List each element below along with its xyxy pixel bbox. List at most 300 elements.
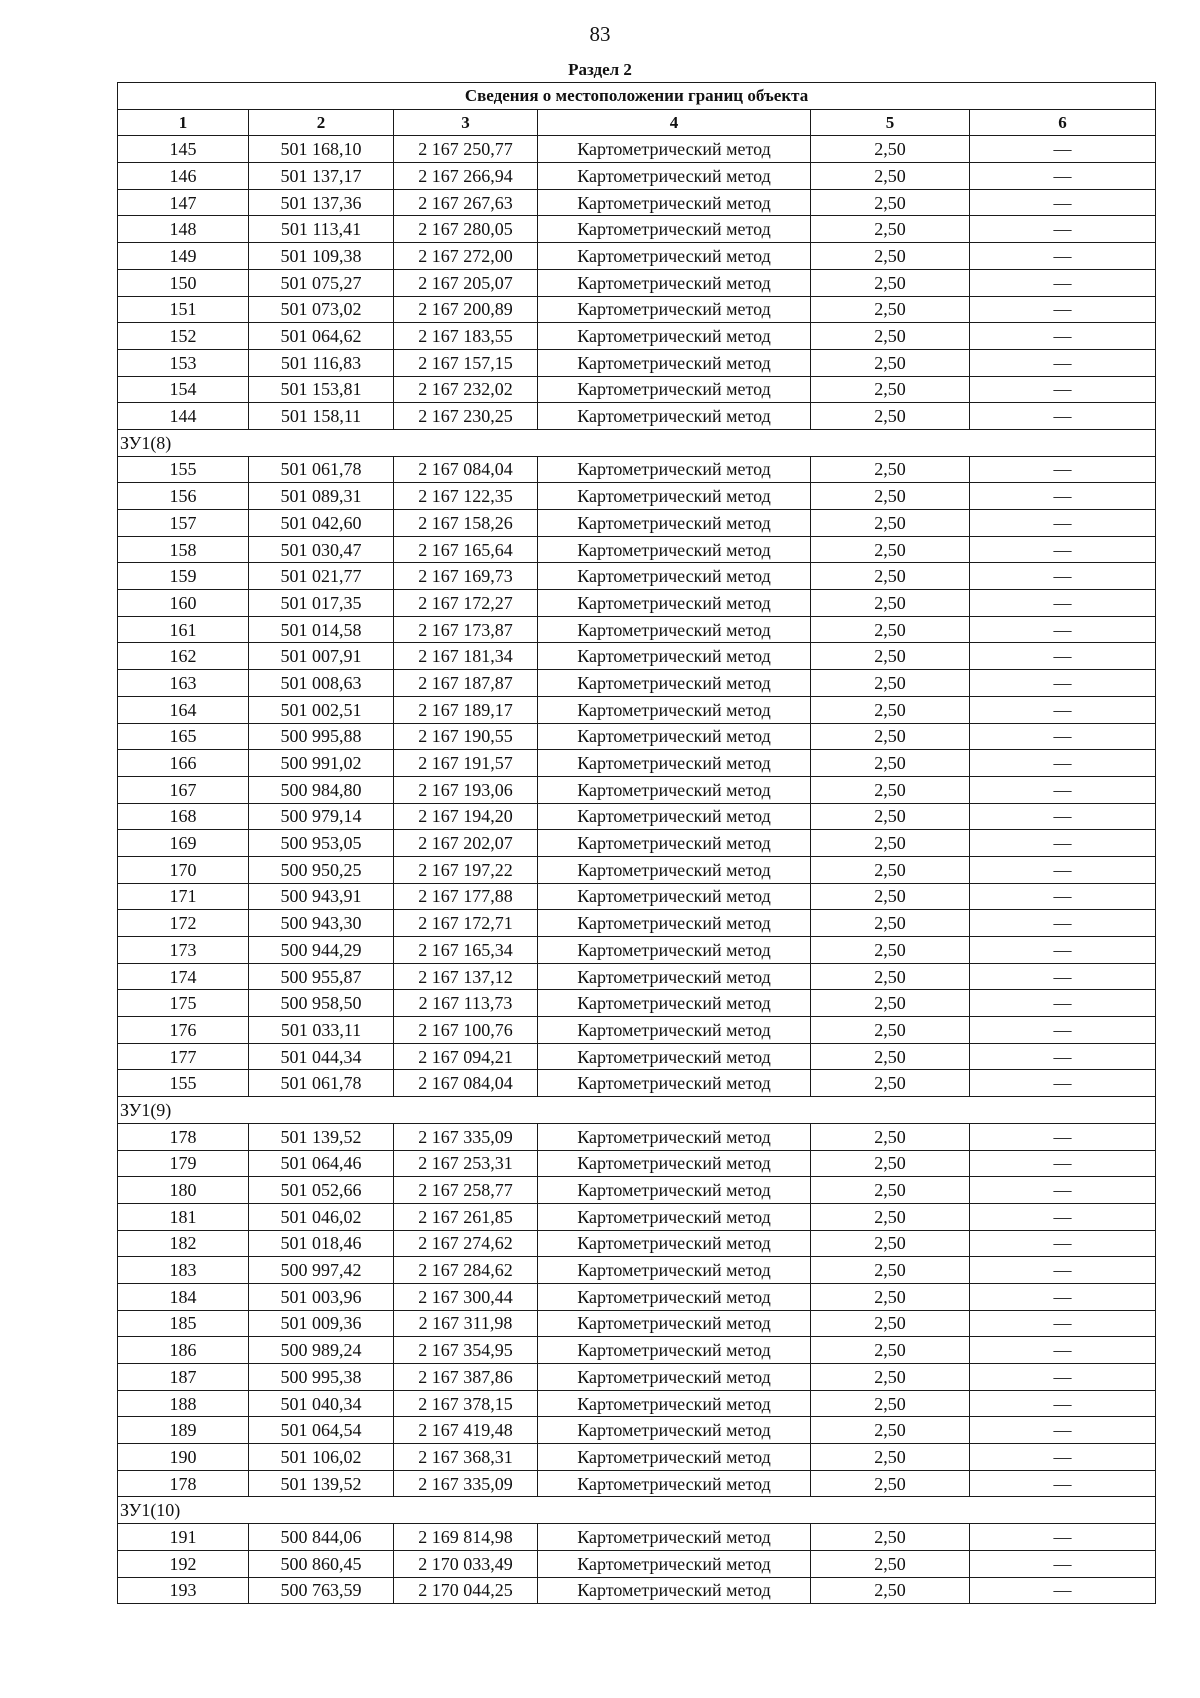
method-cell: Картометрический метод — [538, 510, 811, 537]
x-coordinate-cell: 501 003,96 — [249, 1283, 394, 1310]
accuracy-cell: 2,50 — [811, 670, 970, 697]
accuracy-cell: 2,50 — [811, 1337, 970, 1364]
page-number: 83 — [589, 22, 611, 46]
description-cell: — — [970, 883, 1156, 910]
y-coordinate-cell: 2 167 284,62 — [394, 1257, 538, 1284]
method-cell: Картометрический метод — [538, 670, 811, 697]
method-cell: Картометрический метод — [538, 643, 811, 670]
description-cell: — — [970, 1257, 1156, 1284]
table-row — [118, 243, 1156, 270]
y-coordinate-cell: 2 170 033,49 — [394, 1550, 538, 1577]
point-number-cell: 152 — [118, 323, 249, 350]
method-cell: Картометрический метод — [538, 136, 811, 163]
accuracy-cell: 2,50 — [811, 216, 970, 243]
method-cell: Картометрический метод — [538, 590, 811, 617]
description-cell: — — [970, 1123, 1156, 1150]
x-coordinate-cell: 500 955,87 — [249, 963, 394, 990]
y-coordinate-cell: 2 167 258,77 — [394, 1177, 538, 1204]
table-row — [118, 1310, 1156, 1337]
point-number-cell: 154 — [118, 376, 249, 403]
table-row — [118, 323, 1156, 350]
y-coordinate-cell: 2 167 137,12 — [394, 963, 538, 990]
table-row — [118, 963, 1156, 990]
accuracy-cell: 2,50 — [811, 1177, 970, 1204]
point-number-cell: 153 — [118, 349, 249, 376]
point-number-cell: 145 — [118, 136, 249, 163]
table-row — [118, 1123, 1156, 1150]
table-row — [118, 510, 1156, 537]
accuracy-cell: 2,50 — [811, 590, 970, 617]
y-coordinate-cell: 2 167 172,71 — [394, 910, 538, 937]
description-cell: — — [970, 483, 1156, 510]
point-number-cell: 150 — [118, 269, 249, 296]
x-coordinate-cell: 500 997,42 — [249, 1257, 394, 1284]
accuracy-cell: 2,50 — [811, 1390, 970, 1417]
description-cell: — — [970, 856, 1156, 883]
table-row — [118, 1150, 1156, 1177]
method-cell: Картометрический метод — [538, 803, 811, 830]
x-coordinate-cell: 501 061,78 — [249, 1070, 394, 1097]
y-coordinate-cell: 2 167 194,20 — [394, 803, 538, 830]
description-cell: — — [970, 349, 1156, 376]
point-number-cell: 191 — [118, 1524, 249, 1551]
y-coordinate-cell: 2 167 084,04 — [394, 1070, 538, 1097]
point-number-cell: 181 — [118, 1203, 249, 1230]
table-head — [118, 83, 1156, 136]
group-row — [118, 1097, 1156, 1124]
table-row — [118, 670, 1156, 697]
description-cell: — — [970, 616, 1156, 643]
point-number-cell: 179 — [118, 1150, 249, 1177]
y-coordinate-cell: 2 167 181,34 — [394, 643, 538, 670]
table-row — [118, 1470, 1156, 1497]
x-coordinate-cell: 501 009,36 — [249, 1310, 394, 1337]
x-coordinate-cell: 501 033,11 — [249, 1017, 394, 1044]
x-coordinate-cell: 501 109,38 — [249, 243, 394, 270]
accuracy-cell: 2,50 — [811, 563, 970, 590]
method-cell: Картометрический метод — [538, 483, 811, 510]
table-row — [118, 856, 1156, 883]
y-coordinate-cell: 2 167 274,62 — [394, 1230, 538, 1257]
accuracy-cell: 2,50 — [811, 856, 970, 883]
method-cell: Картометрический метод — [538, 776, 811, 803]
table-row — [118, 1177, 1156, 1204]
accuracy-cell: 2,50 — [811, 136, 970, 163]
y-coordinate-cell: 2 167 266,94 — [394, 163, 538, 190]
description-cell: — — [970, 456, 1156, 483]
accuracy-cell: 2,50 — [811, 990, 970, 1017]
method-cell: Картометрический метод — [538, 1017, 811, 1044]
y-coordinate-cell: 2 167 300,44 — [394, 1283, 538, 1310]
point-number-cell: 168 — [118, 803, 249, 830]
accuracy-cell: 2,50 — [811, 830, 970, 857]
point-number-cell: 165 — [118, 723, 249, 750]
accuracy-cell: 2,50 — [811, 269, 970, 296]
y-coordinate-cell: 2 167 200,89 — [394, 296, 538, 323]
y-coordinate-cell: 2 167 189,17 — [394, 696, 538, 723]
y-coordinate-cell: 2 167 172,27 — [394, 590, 538, 617]
description-cell: — — [970, 723, 1156, 750]
accuracy-cell: 2,50 — [811, 323, 970, 350]
table-row — [118, 1364, 1156, 1391]
column-header: 2 — [249, 109, 394, 136]
point-number-cell: 173 — [118, 937, 249, 964]
section-title: Раздел 2 — [568, 60, 632, 79]
accuracy-cell: 2,50 — [811, 723, 970, 750]
y-coordinate-cell: 2 167 158,26 — [394, 510, 538, 537]
accuracy-cell: 2,50 — [811, 1470, 970, 1497]
method-cell: Картометрический метод — [538, 1230, 811, 1257]
description-cell: — — [970, 937, 1156, 964]
table-row — [118, 1390, 1156, 1417]
group-label: ЗУ1(8) — [118, 429, 1156, 456]
description-cell: — — [970, 776, 1156, 803]
x-coordinate-cell: 500 944,29 — [249, 937, 394, 964]
y-coordinate-cell: 2 167 280,05 — [394, 216, 538, 243]
description-cell: — — [970, 750, 1156, 777]
y-coordinate-cell: 2 167 122,35 — [394, 483, 538, 510]
x-coordinate-cell: 500 979,14 — [249, 803, 394, 830]
description-cell: — — [970, 563, 1156, 590]
method-cell: Картометрический метод — [538, 376, 811, 403]
accuracy-cell: 2,50 — [811, 696, 970, 723]
table-row — [118, 1070, 1156, 1097]
description-cell: — — [970, 1203, 1156, 1230]
accuracy-cell: 2,50 — [811, 376, 970, 403]
accuracy-cell: 2,50 — [811, 163, 970, 190]
method-cell: Картометрический метод — [538, 830, 811, 857]
table-row — [118, 376, 1156, 403]
method-cell: Картометрический метод — [538, 937, 811, 964]
table-row — [118, 163, 1156, 190]
description-cell: — — [970, 1070, 1156, 1097]
x-coordinate-cell: 501 007,91 — [249, 643, 394, 670]
x-coordinate-cell: 501 002,51 — [249, 696, 394, 723]
point-number-cell: 193 — [118, 1577, 249, 1604]
method-cell: Картометрический метод — [538, 1203, 811, 1230]
point-number-cell: 162 — [118, 643, 249, 670]
method-cell: Картометрический метод — [538, 856, 811, 883]
group-label: ЗУ1(10) — [118, 1497, 1156, 1524]
method-cell: Картометрический метод — [538, 349, 811, 376]
y-coordinate-cell: 2 167 335,09 — [394, 1123, 538, 1150]
group-row — [118, 429, 1156, 456]
point-number-cell: 183 — [118, 1257, 249, 1284]
method-cell: Картометрический метод — [538, 963, 811, 990]
table-row — [118, 883, 1156, 910]
method-cell: Картометрический метод — [538, 1177, 811, 1204]
y-coordinate-cell: 2 167 113,73 — [394, 990, 538, 1017]
y-coordinate-cell: 2 167 232,02 — [394, 376, 538, 403]
accuracy-cell: 2,50 — [811, 776, 970, 803]
y-coordinate-cell: 2 167 261,85 — [394, 1203, 538, 1230]
table-row — [118, 830, 1156, 857]
y-coordinate-cell: 2 167 177,88 — [394, 883, 538, 910]
description-cell: — — [970, 1390, 1156, 1417]
x-coordinate-cell: 500 995,88 — [249, 723, 394, 750]
accuracy-cell: 2,50 — [811, 536, 970, 563]
method-cell: Картометрический метод — [538, 243, 811, 270]
description-cell: — — [970, 990, 1156, 1017]
method-cell: Картометрический метод — [538, 1070, 811, 1097]
table-row — [118, 536, 1156, 563]
point-number-cell: 155 — [118, 456, 249, 483]
column-header: 4 — [538, 109, 811, 136]
y-coordinate-cell: 2 167 272,00 — [394, 243, 538, 270]
x-coordinate-cell: 500 958,50 — [249, 990, 394, 1017]
table-row — [118, 910, 1156, 937]
method-cell: Картометрический метод — [538, 616, 811, 643]
method-cell: Картометрический метод — [538, 1150, 811, 1177]
table-row — [118, 1283, 1156, 1310]
y-coordinate-cell: 2 167 197,22 — [394, 856, 538, 883]
y-coordinate-cell: 2 167 335,09 — [394, 1470, 538, 1497]
point-number-cell: 164 — [118, 696, 249, 723]
table-row — [118, 136, 1156, 163]
description-cell: — — [970, 1337, 1156, 1364]
boundary-table — [117, 82, 1156, 1604]
method-cell: Картометрический метод — [538, 216, 811, 243]
table-row — [118, 696, 1156, 723]
x-coordinate-cell: 501 040,34 — [249, 1390, 394, 1417]
accuracy-cell: 2,50 — [811, 883, 970, 910]
x-coordinate-cell: 501 008,63 — [249, 670, 394, 697]
accuracy-cell: 2,50 — [811, 1043, 970, 1070]
point-number-cell: 187 — [118, 1364, 249, 1391]
accuracy-cell: 2,50 — [811, 483, 970, 510]
point-number-cell: 161 — [118, 616, 249, 643]
y-coordinate-cell: 2 167 094,21 — [394, 1043, 538, 1070]
table-caption-row — [118, 83, 1156, 110]
x-coordinate-cell: 501 168,10 — [249, 136, 394, 163]
accuracy-cell: 2,50 — [811, 1524, 970, 1551]
accuracy-cell: 2,50 — [811, 1444, 970, 1471]
x-coordinate-cell: 500 943,91 — [249, 883, 394, 910]
accuracy-cell: 2,50 — [811, 1150, 970, 1177]
accuracy-cell: 2,50 — [811, 616, 970, 643]
method-cell: Картометрический метод — [538, 1337, 811, 1364]
point-number-cell: 190 — [118, 1444, 249, 1471]
accuracy-cell: 2,50 — [811, 296, 970, 323]
description-cell: — — [970, 963, 1156, 990]
y-coordinate-cell: 2 170 044,25 — [394, 1577, 538, 1604]
description-cell: — — [970, 216, 1156, 243]
method-cell: Картометрический метод — [538, 269, 811, 296]
method-cell: Картометрический метод — [538, 1417, 811, 1444]
description-cell: — — [970, 376, 1156, 403]
description-cell: — — [970, 1364, 1156, 1391]
y-coordinate-cell: 2 167 084,04 — [394, 456, 538, 483]
description-cell: — — [970, 1283, 1156, 1310]
method-cell: Картометрический метод — [538, 696, 811, 723]
method-cell: Картометрический метод — [538, 1364, 811, 1391]
x-coordinate-cell: 501 052,66 — [249, 1177, 394, 1204]
point-number-cell: 178 — [118, 1123, 249, 1150]
table-row — [118, 189, 1156, 216]
x-coordinate-cell: 500 984,80 — [249, 776, 394, 803]
accuracy-cell: 2,50 — [811, 1550, 970, 1577]
description-cell: — — [970, 1017, 1156, 1044]
description-cell: — — [970, 269, 1156, 296]
accuracy-cell: 2,50 — [811, 1257, 970, 1284]
method-cell: Картометрический метод — [538, 1257, 811, 1284]
method-cell: Картометрический метод — [538, 1524, 811, 1551]
description-cell: — — [970, 910, 1156, 937]
column-header: 5 — [811, 109, 970, 136]
point-number-cell: 157 — [118, 510, 249, 537]
point-number-cell: 170 — [118, 856, 249, 883]
y-coordinate-cell: 2 167 191,57 — [394, 750, 538, 777]
description-cell: — — [970, 403, 1156, 430]
table-row — [118, 296, 1156, 323]
point-number-cell: 171 — [118, 883, 249, 910]
table-body — [118, 136, 1156, 1604]
point-number-cell: 169 — [118, 830, 249, 857]
column-header: 1 — [118, 109, 249, 136]
table-row — [118, 803, 1156, 830]
method-cell: Картометрический метод — [538, 1577, 811, 1604]
description-cell: — — [970, 1230, 1156, 1257]
point-number-cell: 151 — [118, 296, 249, 323]
table-row — [118, 1550, 1156, 1577]
accuracy-cell: 2,50 — [811, 937, 970, 964]
x-coordinate-cell: 501 064,62 — [249, 323, 394, 350]
accuracy-cell: 2,50 — [811, 1283, 970, 1310]
point-number-cell: 175 — [118, 990, 249, 1017]
description-cell: — — [970, 643, 1156, 670]
description-cell: — — [970, 536, 1156, 563]
x-coordinate-cell: 501 139,52 — [249, 1123, 394, 1150]
accuracy-cell: 2,50 — [811, 750, 970, 777]
accuracy-cell: 2,50 — [811, 243, 970, 270]
y-coordinate-cell: 2 167 419,48 — [394, 1417, 538, 1444]
y-coordinate-cell: 2 167 368,31 — [394, 1444, 538, 1471]
accuracy-cell: 2,50 — [811, 1123, 970, 1150]
description-cell: — — [970, 696, 1156, 723]
accuracy-cell: 2,50 — [811, 1577, 970, 1604]
table-row — [118, 990, 1156, 1017]
description-cell: — — [970, 1577, 1156, 1604]
y-coordinate-cell: 2 167 250,77 — [394, 136, 538, 163]
x-coordinate-cell: 501 158,11 — [249, 403, 394, 430]
method-cell: Картометрический метод — [538, 456, 811, 483]
point-number-cell: 188 — [118, 1390, 249, 1417]
x-coordinate-cell: 501 075,27 — [249, 269, 394, 296]
method-cell: Картометрический метод — [538, 163, 811, 190]
table-row — [118, 269, 1156, 296]
accuracy-cell: 2,50 — [811, 1017, 970, 1044]
point-number-cell: 180 — [118, 1177, 249, 1204]
point-number-cell: 155 — [118, 1070, 249, 1097]
table-row — [118, 937, 1156, 964]
method-cell: Картометрический метод — [538, 1283, 811, 1310]
x-coordinate-cell: 500 943,30 — [249, 910, 394, 937]
x-coordinate-cell: 501 137,17 — [249, 163, 394, 190]
x-coordinate-cell: 501 021,77 — [249, 563, 394, 590]
point-number-cell: 144 — [118, 403, 249, 430]
point-number-cell: 159 — [118, 563, 249, 590]
table-row — [118, 1043, 1156, 1070]
table-row — [118, 616, 1156, 643]
table-row — [118, 1444, 1156, 1471]
y-coordinate-cell: 2 167 253,31 — [394, 1150, 538, 1177]
table-row — [118, 1337, 1156, 1364]
accuracy-cell: 2,50 — [811, 403, 970, 430]
method-cell: Картометрический метод — [538, 323, 811, 350]
x-coordinate-cell: 500 991,02 — [249, 750, 394, 777]
x-coordinate-cell: 500 995,38 — [249, 1364, 394, 1391]
table-row — [118, 1017, 1156, 1044]
method-cell: Картометрический метод — [538, 1444, 811, 1471]
description-cell: — — [970, 323, 1156, 350]
table-row — [118, 1203, 1156, 1230]
y-coordinate-cell: 2 167 354,95 — [394, 1337, 538, 1364]
table-row — [118, 1230, 1156, 1257]
column-header: 3 — [394, 109, 538, 136]
point-number-cell: 182 — [118, 1230, 249, 1257]
y-coordinate-cell: 2 167 193,06 — [394, 776, 538, 803]
x-coordinate-cell: 501 014,58 — [249, 616, 394, 643]
accuracy-cell: 2,50 — [811, 1203, 970, 1230]
table-row — [118, 403, 1156, 430]
method-cell: Картометрический метод — [538, 750, 811, 777]
point-number-cell: 177 — [118, 1043, 249, 1070]
description-cell: — — [970, 1444, 1156, 1471]
point-number-cell: 185 — [118, 1310, 249, 1337]
x-coordinate-cell: 501 064,46 — [249, 1150, 394, 1177]
y-coordinate-cell: 2 167 165,34 — [394, 937, 538, 964]
accuracy-cell: 2,50 — [811, 910, 970, 937]
table-row — [118, 216, 1156, 243]
description-cell: — — [970, 243, 1156, 270]
description-cell: — — [970, 163, 1156, 190]
x-coordinate-cell: 501 139,52 — [249, 1470, 394, 1497]
y-coordinate-cell: 2 169 814,98 — [394, 1524, 538, 1551]
x-coordinate-cell: 500 763,59 — [249, 1577, 394, 1604]
table-row — [118, 456, 1156, 483]
y-coordinate-cell: 2 167 183,55 — [394, 323, 538, 350]
x-coordinate-cell: 501 030,47 — [249, 536, 394, 563]
method-cell: Картометрический метод — [538, 296, 811, 323]
y-coordinate-cell: 2 167 100,76 — [394, 1017, 538, 1044]
method-cell: Картометрический метод — [538, 723, 811, 750]
point-number-cell: 146 — [118, 163, 249, 190]
description-cell: — — [970, 296, 1156, 323]
description-cell: — — [970, 1043, 1156, 1070]
column-header-row — [118, 109, 1156, 136]
y-coordinate-cell: 2 167 205,07 — [394, 269, 538, 296]
column-header: 6 — [970, 109, 1156, 136]
y-coordinate-cell: 2 167 267,63 — [394, 189, 538, 216]
table-row — [118, 776, 1156, 803]
x-coordinate-cell: 501 064,54 — [249, 1417, 394, 1444]
description-cell: — — [970, 510, 1156, 537]
point-number-cell: 192 — [118, 1550, 249, 1577]
accuracy-cell: 2,50 — [811, 456, 970, 483]
description-cell: — — [970, 1417, 1156, 1444]
point-number-cell: 163 — [118, 670, 249, 697]
description-cell: — — [970, 1150, 1156, 1177]
y-coordinate-cell: 2 167 202,07 — [394, 830, 538, 857]
method-cell: Картометрический метод — [538, 1470, 811, 1497]
point-number-cell: 166 — [118, 750, 249, 777]
method-cell: Картометрический метод — [538, 1550, 811, 1577]
x-coordinate-cell: 501 106,02 — [249, 1444, 394, 1471]
y-coordinate-cell: 2 167 157,15 — [394, 349, 538, 376]
description-cell: — — [970, 670, 1156, 697]
x-coordinate-cell: 501 089,31 — [249, 483, 394, 510]
point-number-cell: 172 — [118, 910, 249, 937]
